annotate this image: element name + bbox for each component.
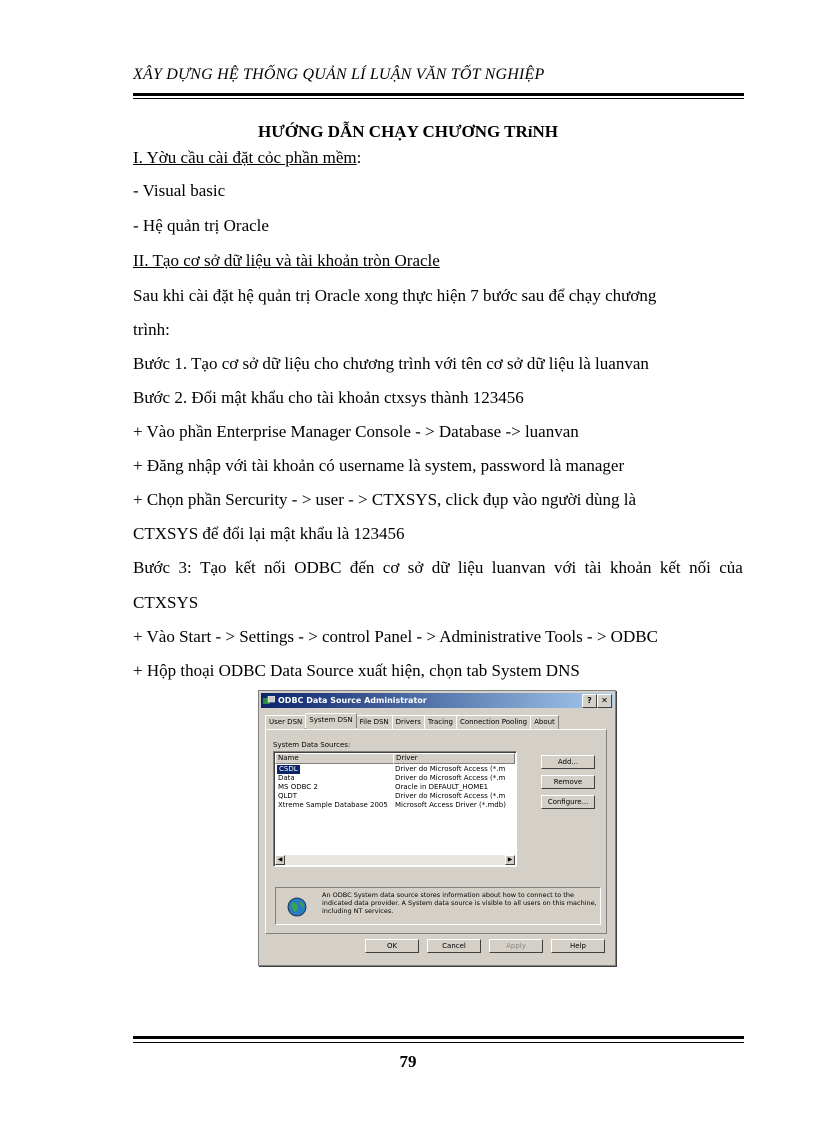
list-item[interactable] — [275, 765, 515, 774]
section-1-text: I. Yờu cầu cài đặt cỏc phần mềm — [133, 148, 357, 167]
step-1: Bước 1. Tạo cơ sở dữ liệu cho chương trình với tên cơ sở dữ liệu là luanvan — [133, 354, 649, 373]
dialog-titlebar — [261, 693, 613, 708]
footer-rule-thick — [133, 1036, 744, 1039]
step-3-word: tài — [584, 558, 602, 577]
step-3-word: khoản — [609, 558, 652, 577]
scroll-left-icon[interactable]: ◀ — [275, 855, 285, 865]
help-button[interactable]: Help — [551, 939, 605, 953]
step-3-word: Tạo — [200, 558, 227, 577]
step-3-word: kết — [659, 558, 681, 577]
step-3-item-b: + Hộp thoại ODBC Data Source xuất hiện, chọn tab System DNS — [133, 661, 580, 680]
column-header-name[interactable]: Name — [275, 753, 394, 764]
tab-file-dsn[interactable]: File DSN — [356, 715, 393, 730]
step-3-word: sở — [407, 558, 424, 577]
section-2-heading: II. Tạo cơ sở dữ liệu và tài khoản tròn Oracle — [133, 251, 440, 270]
item-driver: Driver do Microsoft Access (*.m — [395, 774, 506, 782]
step-3-word: dữ — [431, 558, 450, 577]
add-button[interactable]: Add... — [541, 755, 595, 769]
odbc-app-icon — [263, 696, 275, 706]
tab-connection-pooling[interactable]: Connection Pooling — [456, 715, 531, 730]
step-3-word: đến — [349, 558, 375, 577]
step-2-item-a: + Vào phần Enterprise Manager Console - > Database -> luanvan — [133, 422, 579, 441]
configure-button[interactable]: Configure... — [541, 795, 595, 809]
item-driver: Oracle in DEFAULT_HOME1 — [395, 783, 489, 791]
page-title: HƯỚNG DẪN CHẠY CHƯƠNG TRỉNH — [257, 122, 558, 141]
item-driver: Driver do Microsoft Access (*.m — [395, 765, 506, 773]
header-rule-thick — [133, 93, 744, 96]
globe-icon — [286, 897, 308, 917]
help-title-button[interactable]: ? — [582, 694, 597, 708]
tab-user-dsn[interactable]: User DSN — [265, 715, 306, 730]
list-item[interactable] — [275, 774, 515, 783]
item-driver: Driver do Microsoft Access (*.m — [395, 792, 506, 800]
item-name: Data — [278, 774, 295, 782]
horizontal-scrollbar[interactable] — [275, 855, 515, 865]
list-item[interactable] — [275, 792, 515, 801]
step-3-line-2: CTXSYS — [133, 593, 199, 612]
step-3-word: kết — [234, 558, 256, 577]
system-data-sources-label: System Data Sources: — [273, 741, 351, 749]
tab-system-dsn[interactable]: System DSN — [305, 713, 356, 728]
item-name: Xtreme Sample Database 2005 — [278, 801, 388, 809]
step-3-word: nối — [264, 558, 286, 577]
apply-button[interactable]: Apply — [489, 939, 543, 953]
info-box — [275, 887, 601, 925]
step-2: Bước 2. Đổi mật khẩu cho tài khoản ctxsys thành 123456 — [133, 388, 524, 407]
cancel-button[interactable]: Cancel — [427, 939, 481, 953]
section-1-colon: : — [356, 148, 362, 167]
paragraph-intro-line-2: trình: — [133, 320, 170, 339]
step-2-item-c-line-2: CTXSYS để đổi lại mật khẩu là 123456 — [133, 524, 405, 543]
list-item[interactable] — [275, 783, 515, 792]
info-text: An ODBC System data source stores information about how to connect to the indicated data provider. A System data source is visible to all users on this machine, including NT services. — [322, 891, 597, 915]
step-3-item-a: + Vào Start - > Settings - > control Panel - > Administrative Tools - > ODBC — [133, 627, 658, 646]
step-3-word: cơ — [382, 558, 400, 577]
step-3-line-1 — [133, 558, 743, 578]
requirement-oracle: - Hệ quản trị Oracle — [133, 216, 269, 235]
page-number: 79 — [399, 1052, 417, 1071]
ok-button[interactable]: OK — [365, 939, 419, 953]
data-sources-list[interactable] — [273, 751, 517, 867]
tab-about[interactable]: About — [530, 715, 559, 730]
step-3-word: của — [719, 558, 743, 577]
step-3-word: nối — [689, 558, 711, 577]
step-3-word: liệu — [457, 558, 484, 577]
step-2-item-b: + Đăng nhập với tài khoản có username là system, password là manager — [133, 456, 625, 475]
item-name: MS ODBC 2 — [278, 783, 318, 791]
close-icon[interactable]: ✕ — [597, 694, 612, 708]
list-item[interactable] — [275, 801, 515, 810]
step-3-word: luanvan — [491, 558, 546, 577]
item-driver: Microsoft Access Driver (*.mdb) — [395, 801, 506, 809]
column-header-driver[interactable]: Driver — [393, 753, 515, 764]
step-3-word: Bước — [133, 558, 171, 577]
scroll-right-icon[interactable]: ▶ — [505, 855, 515, 865]
dialog-title: ODBC Data Source Administrator — [278, 696, 427, 705]
step-3-word: với — [553, 558, 577, 577]
step-3-word: ODBC — [294, 558, 342, 577]
running-header: XÂY DỰNG HỆ THỐNG QUẢN LÍ LUẬN VĂN TỐT NGHIỆP — [133, 66, 545, 83]
footer-rule-thin — [133, 1042, 744, 1043]
requirement-visual-basic: - Visual basic — [133, 181, 226, 200]
odbc-dialog-screenshot — [258, 690, 616, 966]
tab-drivers[interactable]: Drivers — [392, 715, 425, 730]
tab-tracing[interactable]: Tracing — [424, 715, 457, 730]
section-1-heading — [133, 148, 361, 168]
item-name: QLDT — [278, 792, 298, 800]
header-rule-thin — [133, 98, 744, 99]
item-name: CSDL — [279, 765, 298, 773]
step-2-item-c-line-1: + Chọn phần Sercurity - > user - > CTXSYS, click đụp vào người dùng là — [133, 490, 637, 509]
step-3-word: 3: — [178, 558, 192, 577]
dialog-tabs — [265, 715, 558, 730]
remove-button[interactable]: Remove — [541, 775, 595, 789]
paragraph-intro-line-1: Sau khi cài đặt hệ quản trị Oracle xong thực hiện 7 bước sau để chạy chương — [133, 286, 657, 305]
